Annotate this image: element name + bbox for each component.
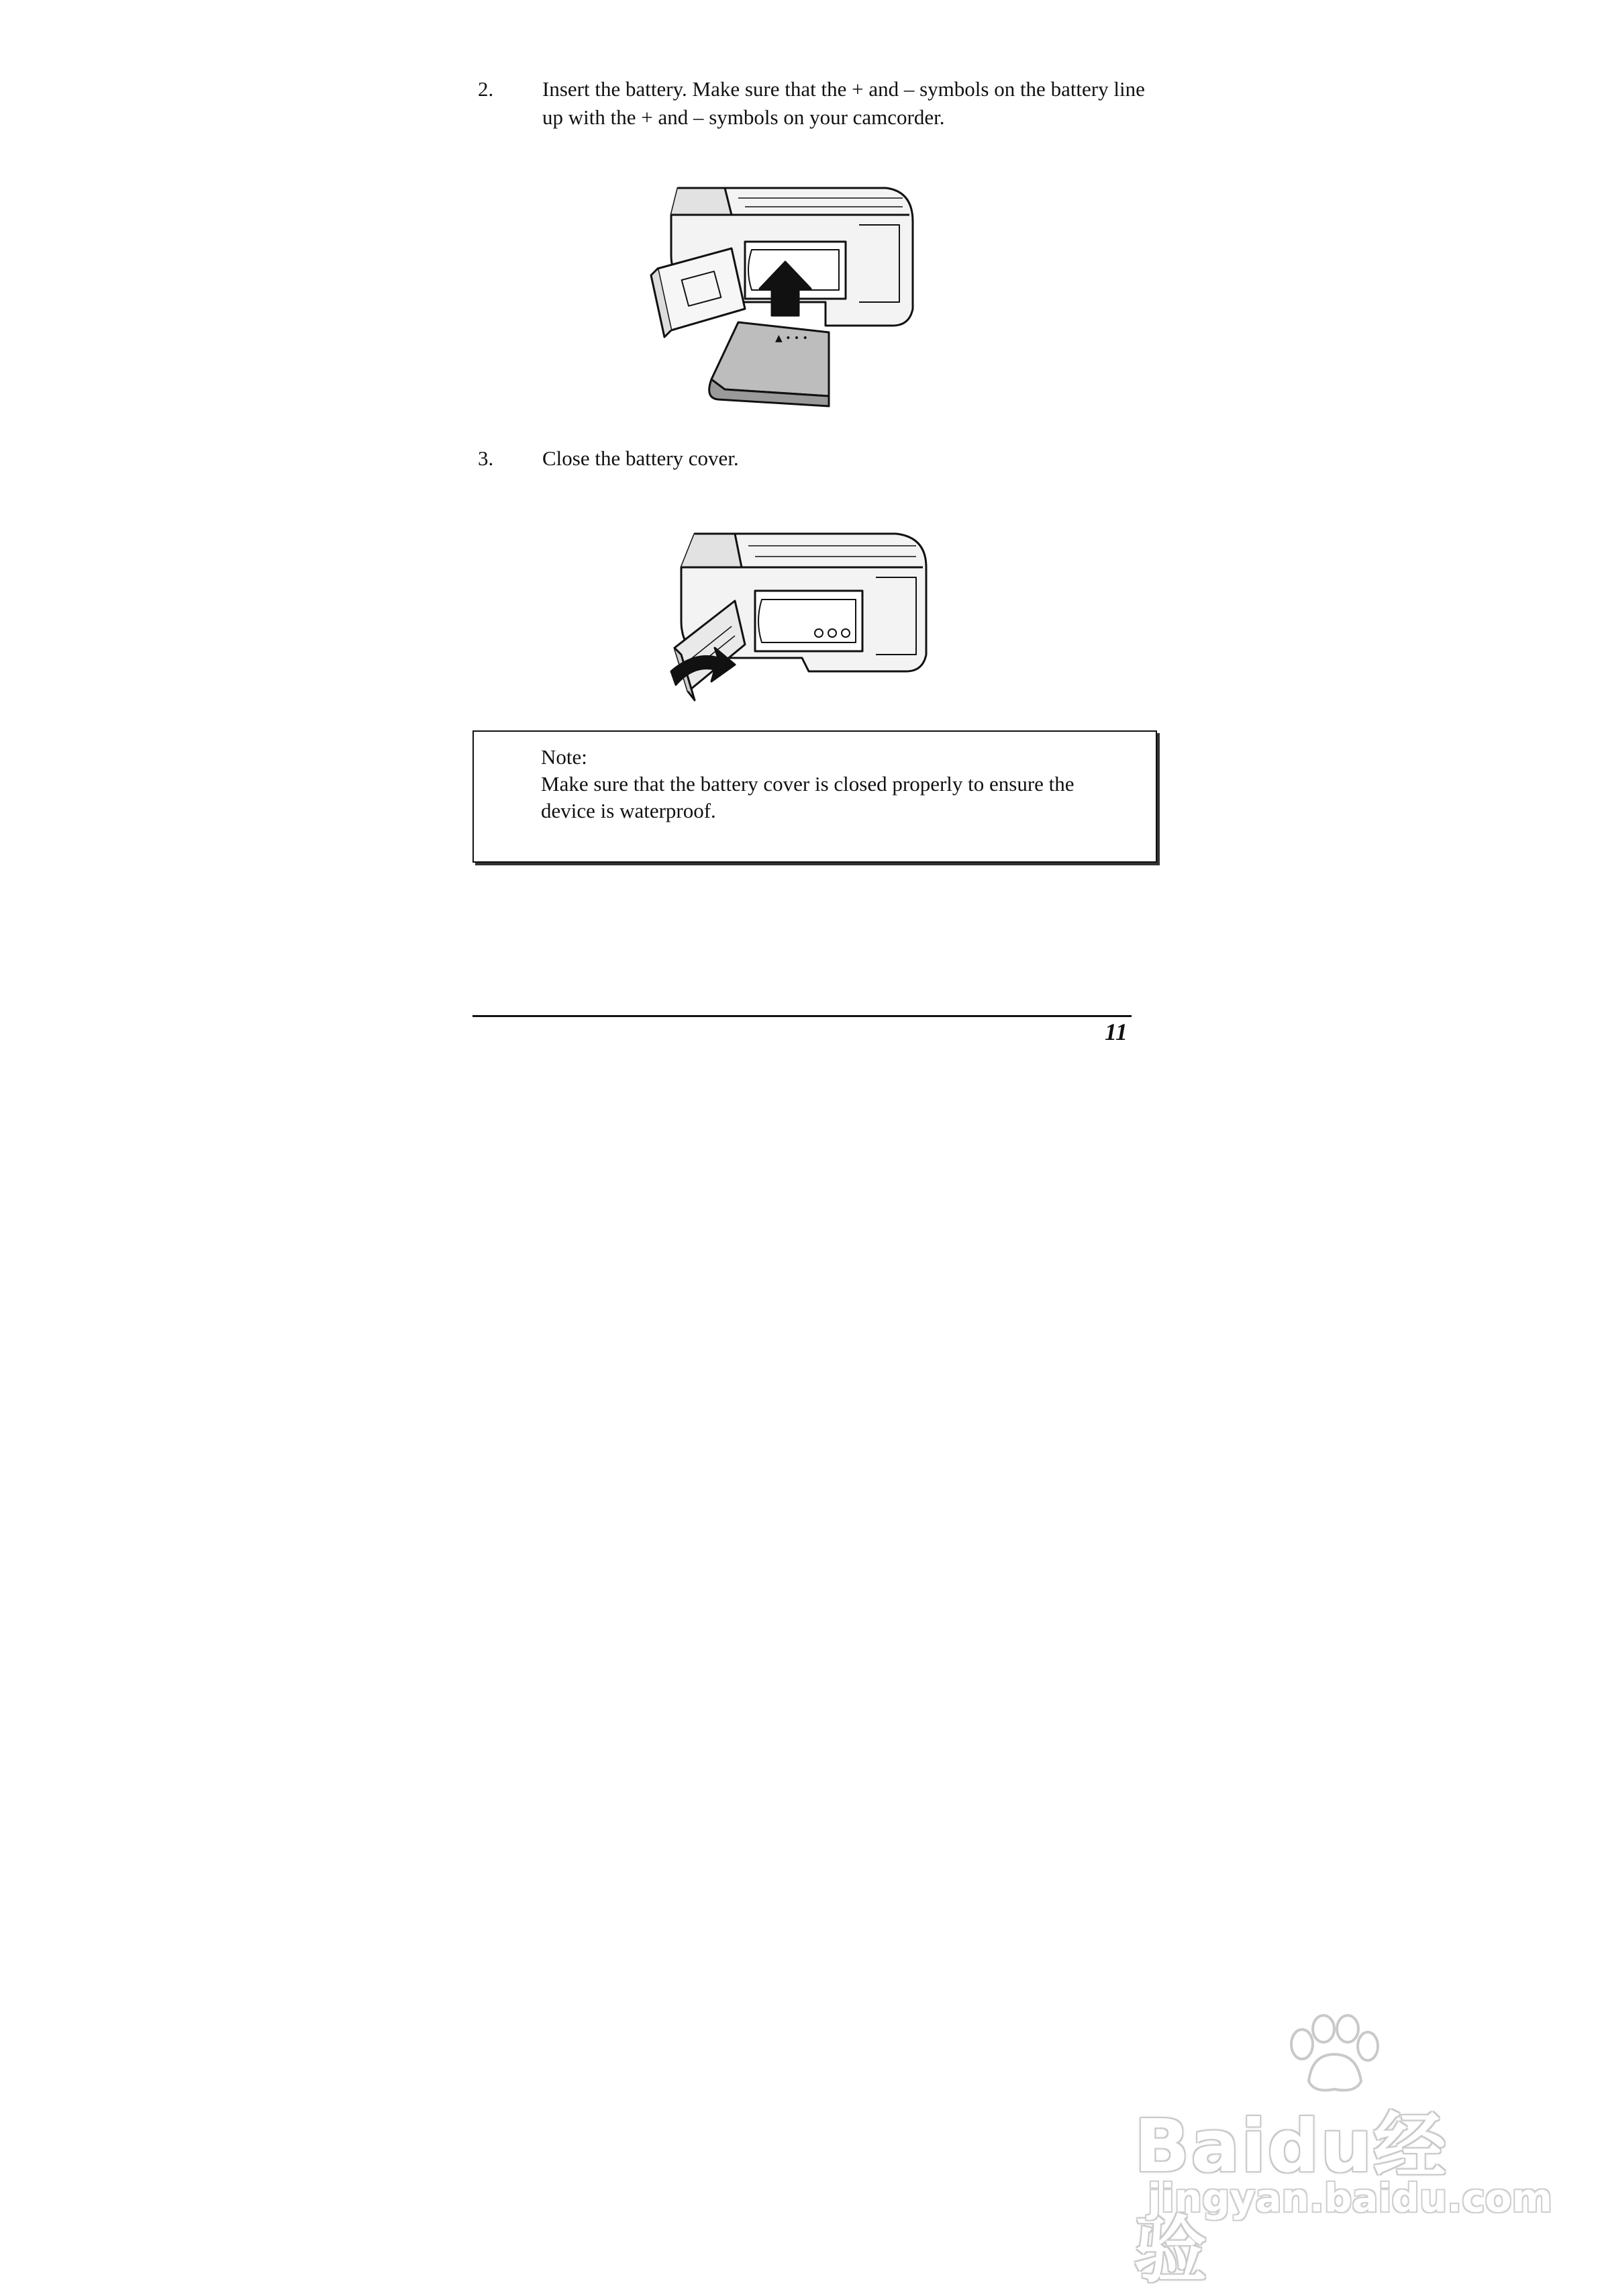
svg-text:▲ • • •: ▲ • • • (775, 333, 808, 344)
step-text: Insert the battery. Make sure that the + and – symbols on the battery line up with the + and – symbols on your camcorder. (542, 77, 1145, 129)
close-battery-cover-illustration (668, 520, 936, 705)
watermark-url: jingyan.baidu.com (1148, 2175, 1552, 2221)
baidu-watermark (1134, 2014, 1552, 2293)
note-box (472, 730, 1157, 863)
watermark-main-text: Baidu经验 (1134, 2105, 1448, 2293)
footer-rule (472, 1015, 1132, 1017)
step-number: 2. (478, 77, 494, 101)
insert-battery-illustration (644, 175, 926, 416)
step-3 (478, 444, 1149, 475)
page-number: 11 (1104, 1018, 1128, 1045)
step-number: 3. (478, 446, 494, 470)
note-body: Make sure that the battery cover is closed properly to ensure the device is waterproof. (541, 772, 1075, 822)
paw-logo-icon (1282, 2014, 1383, 2095)
step-2 (478, 75, 1149, 136)
note-heading: Note: (541, 745, 587, 769)
step-text: Close the battery cover. (542, 446, 739, 470)
